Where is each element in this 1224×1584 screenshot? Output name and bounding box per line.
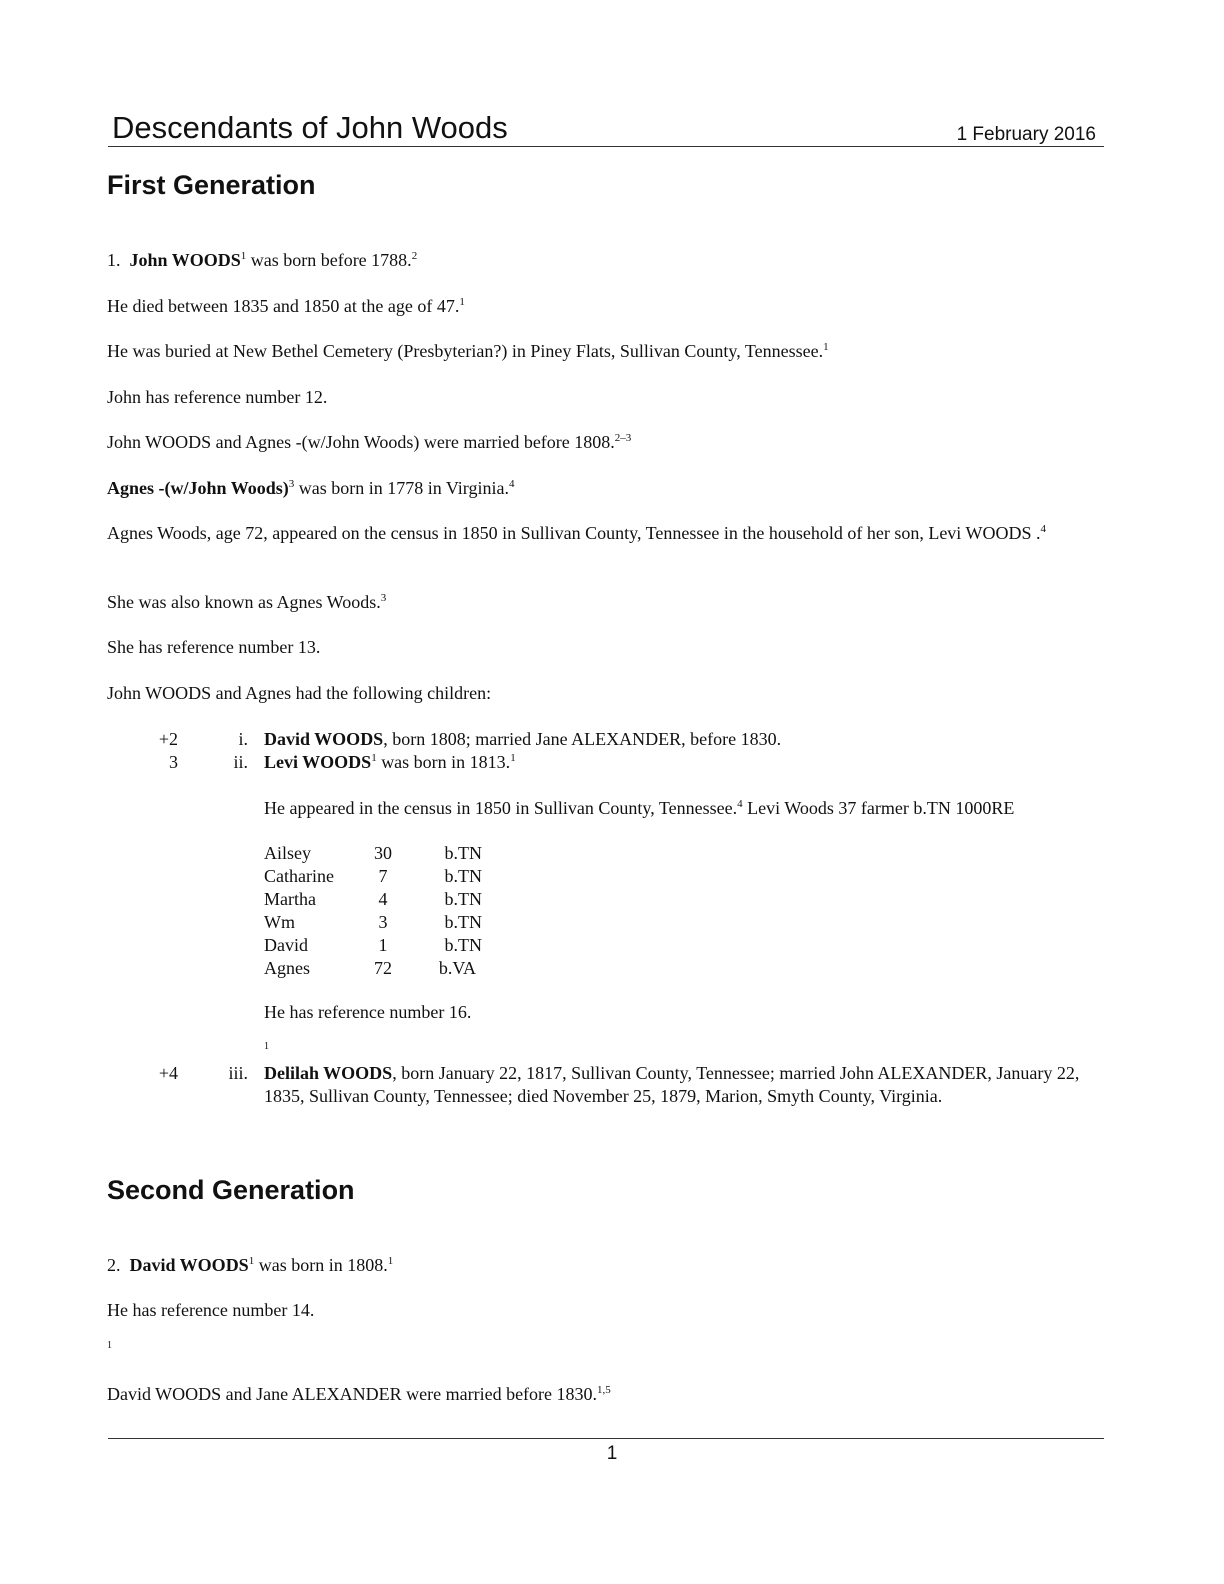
census-name: David — [264, 935, 308, 955]
child-details: , born January 22, 1817, Sullivan County, Tennessee; married John ALEXANDER, January 22, 1835, Sullivan County, Tennessee; died November 25, 1879, Marion, Smyth County, Virginia. — [264, 1063, 1080, 1106]
note-marker: 1 — [264, 1041, 269, 1052]
census-age: 30 — [374, 843, 392, 863]
paragraph-marriage — [107, 1383, 611, 1406]
census-birth: b.TN — [444, 912, 482, 932]
entry-number: 1. — [107, 250, 121, 270]
entry-number: 2. — [107, 1255, 121, 1275]
child-name: Levi WOODS — [264, 752, 372, 772]
census-birth: b.TN — [444, 889, 482, 909]
person-name: David WOODS — [129, 1255, 249, 1275]
child-details: , born 1808; married Jane ALEXANDER, before 1830. — [383, 729, 782, 749]
document-title: Descendants of John Woods — [112, 110, 508, 145]
footnote-ref: 1 — [371, 752, 377, 764]
paragraph-text: John WOODS and Agnes had the following children: — [107, 683, 492, 703]
census-name: Catharine — [264, 866, 334, 886]
first-generation-heading: First Generation — [107, 170, 316, 200]
report-date: 1 February 2016 — [956, 124, 1096, 145]
child-marker: +2 — [158, 729, 178, 749]
paragraph-text: David WOODS and Jane ALEXANDER were married before 1830. — [107, 1384, 598, 1404]
birth-text: was born in 1778 in Virginia. — [294, 478, 509, 498]
second-generation-heading: Second Generation — [107, 1175, 355, 1205]
paragraph-aka — [107, 591, 386, 614]
paragraph-text: John WOODS and Agnes -(w/John Woods) were married before 1808. — [107, 432, 615, 452]
footnote-ref: 1 — [248, 1255, 255, 1267]
paragraph-text: John has reference number 12. — [107, 387, 328, 407]
child-roman: ii. — [233, 752, 248, 772]
child-roman: iii. — [228, 1063, 248, 1083]
header-rule — [108, 146, 1104, 147]
census-name: Agnes — [264, 958, 310, 978]
census-age: 4 — [378, 889, 388, 909]
footnote-ref: 1 — [510, 752, 516, 764]
entry-john-woods — [107, 249, 417, 272]
birth-text: was born before 1788. — [246, 250, 412, 270]
paragraph-text: She has reference number 13. — [107, 637, 321, 657]
census-age: 3 — [378, 912, 388, 932]
footnote-ref: 2–3 — [614, 432, 632, 444]
footnote-ref: 1 — [240, 250, 247, 262]
levi-reference: He has reference number 16. — [264, 1002, 472, 1022]
child-name: David WOODS — [264, 729, 384, 749]
paragraph-burial — [107, 340, 829, 363]
paragraph-death — [107, 295, 465, 318]
paragraph-reference — [107, 386, 327, 409]
spouse-entry — [107, 477, 514, 500]
footnote-ref: 3 — [288, 478, 295, 490]
census-intro-text: He appeared in the census in 1850 in Sullivan County, Tennessee. — [264, 798, 738, 818]
page-number: 1 — [606, 1443, 618, 1464]
footnote-ref: 1 — [387, 1255, 394, 1267]
note-marker: 1 — [107, 1340, 112, 1351]
census-birth: b.TN — [444, 866, 482, 886]
census-name: Ailsey — [264, 843, 311, 863]
child-name: Delilah WOODS — [264, 1063, 393, 1083]
entry-david-woods — [107, 1254, 393, 1277]
child-marker: +4 — [158, 1063, 178, 1083]
footnote-ref: 3 — [380, 592, 387, 604]
child-details: was born in 1813. — [376, 752, 511, 772]
census-birth: b.TN — [444, 935, 482, 955]
paragraph-text: He died between 1835 and 1850 at the age of 47. — [107, 296, 460, 316]
footnote-ref: 4 — [737, 798, 743, 810]
paragraph-text: She was also known as Agnes Woods. — [107, 592, 381, 612]
paragraph-marriage — [107, 431, 631, 454]
footnote-ref: 4 — [508, 478, 515, 490]
footnote-ref: 1 — [823, 341, 829, 353]
census-birth: b.VA — [438, 958, 476, 978]
paragraph-reference: He has reference number 14. — [107, 1300, 315, 1320]
footnote-ref: 1 — [459, 296, 465, 308]
census-age: 7 — [378, 866, 388, 886]
footnote-ref: 1,5 — [597, 1384, 611, 1396]
census-birth: b.TN — [444, 843, 482, 863]
spouse-name: Agnes -(w/John Woods) — [107, 478, 289, 498]
footnote-ref: 2 — [411, 250, 418, 262]
child-text — [264, 728, 781, 751]
paragraph-text: Agnes Woods, age 72, appeared on the census in 1850 in Sullivan County, Tennessee in the household of her son, Levi WOODS . — [107, 523, 1041, 543]
census-age: 1 — [378, 935, 388, 955]
child-text — [264, 751, 516, 774]
census-name: Wm — [264, 912, 295, 932]
census-age: 72 — [374, 958, 392, 978]
census-intro — [264, 797, 1064, 820]
census-table — [264, 842, 482, 980]
person-name: John WOODS — [129, 250, 241, 270]
paragraph-reference — [107, 636, 320, 659]
footnote-ref: 4 — [1040, 523, 1046, 535]
birth-text: was born in 1808. — [254, 1255, 388, 1275]
paragraph-text: He was buried at New Bethel Cemetery (Presbyterian?) in Piney Flats, Sullivan County, Tennessee. — [107, 341, 824, 361]
child-roman: i. — [238, 729, 248, 749]
footer-rule — [108, 1438, 1104, 1439]
paragraph-children-intro — [107, 682, 491, 705]
census-intro-cont: Levi Woods 37 farmer b.TN 1000RE — [742, 798, 1015, 818]
child-marker: 3 — [169, 752, 178, 772]
paragraph-census — [107, 522, 1067, 545]
child-text — [264, 1062, 1084, 1108]
census-name: Martha — [264, 889, 316, 909]
